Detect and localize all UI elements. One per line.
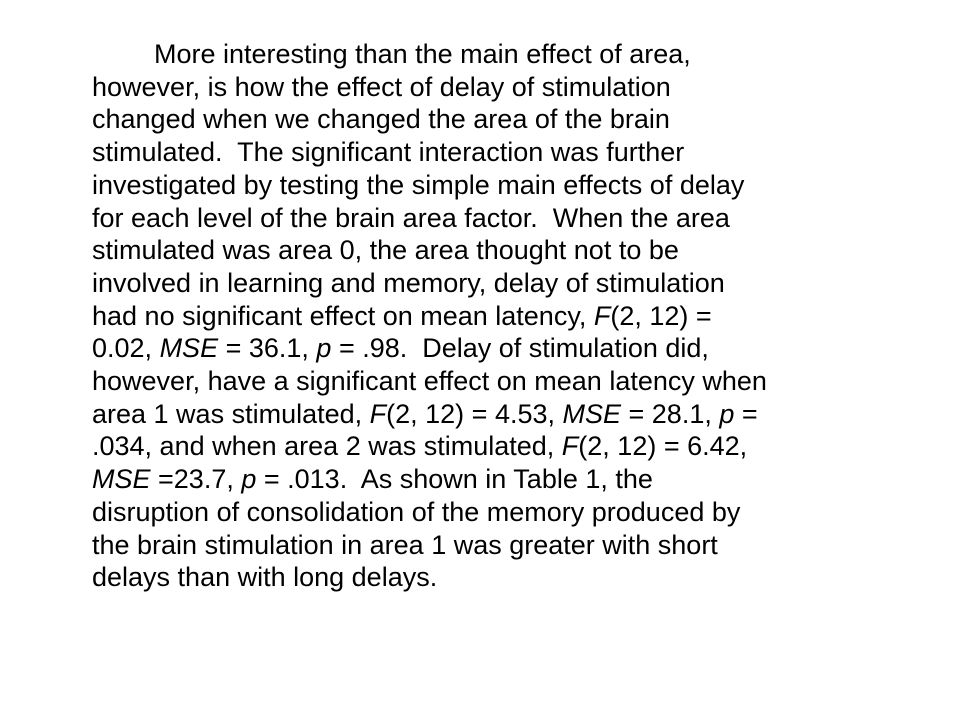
italic-symbol: p [241, 464, 257, 495]
text-line [92, 202, 922, 235]
italic-symbol: p [316, 333, 332, 364]
text-run: = 36.1, [218, 333, 317, 364]
text-line [92, 561, 922, 594]
text-run: however, is how the effect of delay of stimulation [92, 71, 671, 102]
text-line [92, 398, 922, 431]
italic-symbol: F [369, 398, 387, 429]
text-run: disruption of consolidation of the memory produced by [92, 496, 741, 527]
text-run: however, have a significant effect on mean latency when [92, 366, 767, 397]
text-run: changed when we changed the area of the brain [92, 104, 670, 135]
text-line [92, 365, 922, 398]
text-run: = [734, 398, 758, 429]
text-line [92, 38, 922, 71]
text-run: More interesting than the main effect of area, [154, 39, 691, 69]
text-line [92, 300, 922, 333]
italic-symbol: F [593, 300, 611, 331]
text-run: area 1 was stimulated, [92, 398, 370, 429]
text-line [92, 103, 922, 136]
text-run: the brain stimulation in area 1 was greater with short [92, 529, 718, 560]
text-line [92, 430, 922, 463]
italic-symbol: MSE [159, 333, 219, 364]
italic-symbol: MSE [92, 464, 151, 495]
text-run: had no significant effect on mean latency, [92, 300, 594, 331]
text-run: stimulated. The significant interaction was further [92, 137, 685, 168]
text-line [92, 169, 922, 202]
text-line [92, 332, 922, 365]
text-run: =23.7, [150, 464, 242, 495]
text-line [92, 136, 922, 169]
text-run: (2, 12) = 4.53, [386, 398, 563, 429]
text-line [92, 234, 922, 267]
text-run: delays than with long delays. [92, 562, 438, 593]
text-line [92, 71, 922, 104]
italic-symbol: p [719, 398, 735, 429]
text-line [92, 529, 922, 562]
results-paragraph [92, 38, 922, 594]
text-run: for each level of the brain area factor. When the area [92, 202, 730, 233]
text-run: (2, 12) = [610, 300, 712, 331]
text-line [92, 267, 922, 300]
text-run: = 28.1, [621, 398, 720, 429]
text-run: involved in learning and memory, delay of stimulation [92, 267, 725, 298]
text-run: = .98. Delay of stimulation did, [331, 333, 709, 364]
text-run: 0.02, [92, 333, 160, 364]
text-run: = .013. As shown in Table 1, the [256, 464, 653, 495]
text-line [92, 463, 922, 496]
text-line [92, 496, 922, 529]
text-run: .034, and when area 2 was stimulated, [92, 431, 562, 462]
text-run: (2, 12) = 6.42, [578, 431, 748, 462]
italic-symbol: F [561, 431, 579, 462]
text-run: investigated by testing the simple main effects of delay [92, 169, 745, 200]
italic-symbol: MSE [562, 398, 622, 429]
text-run: stimulated was area 0, the area thought not to be [92, 235, 679, 266]
